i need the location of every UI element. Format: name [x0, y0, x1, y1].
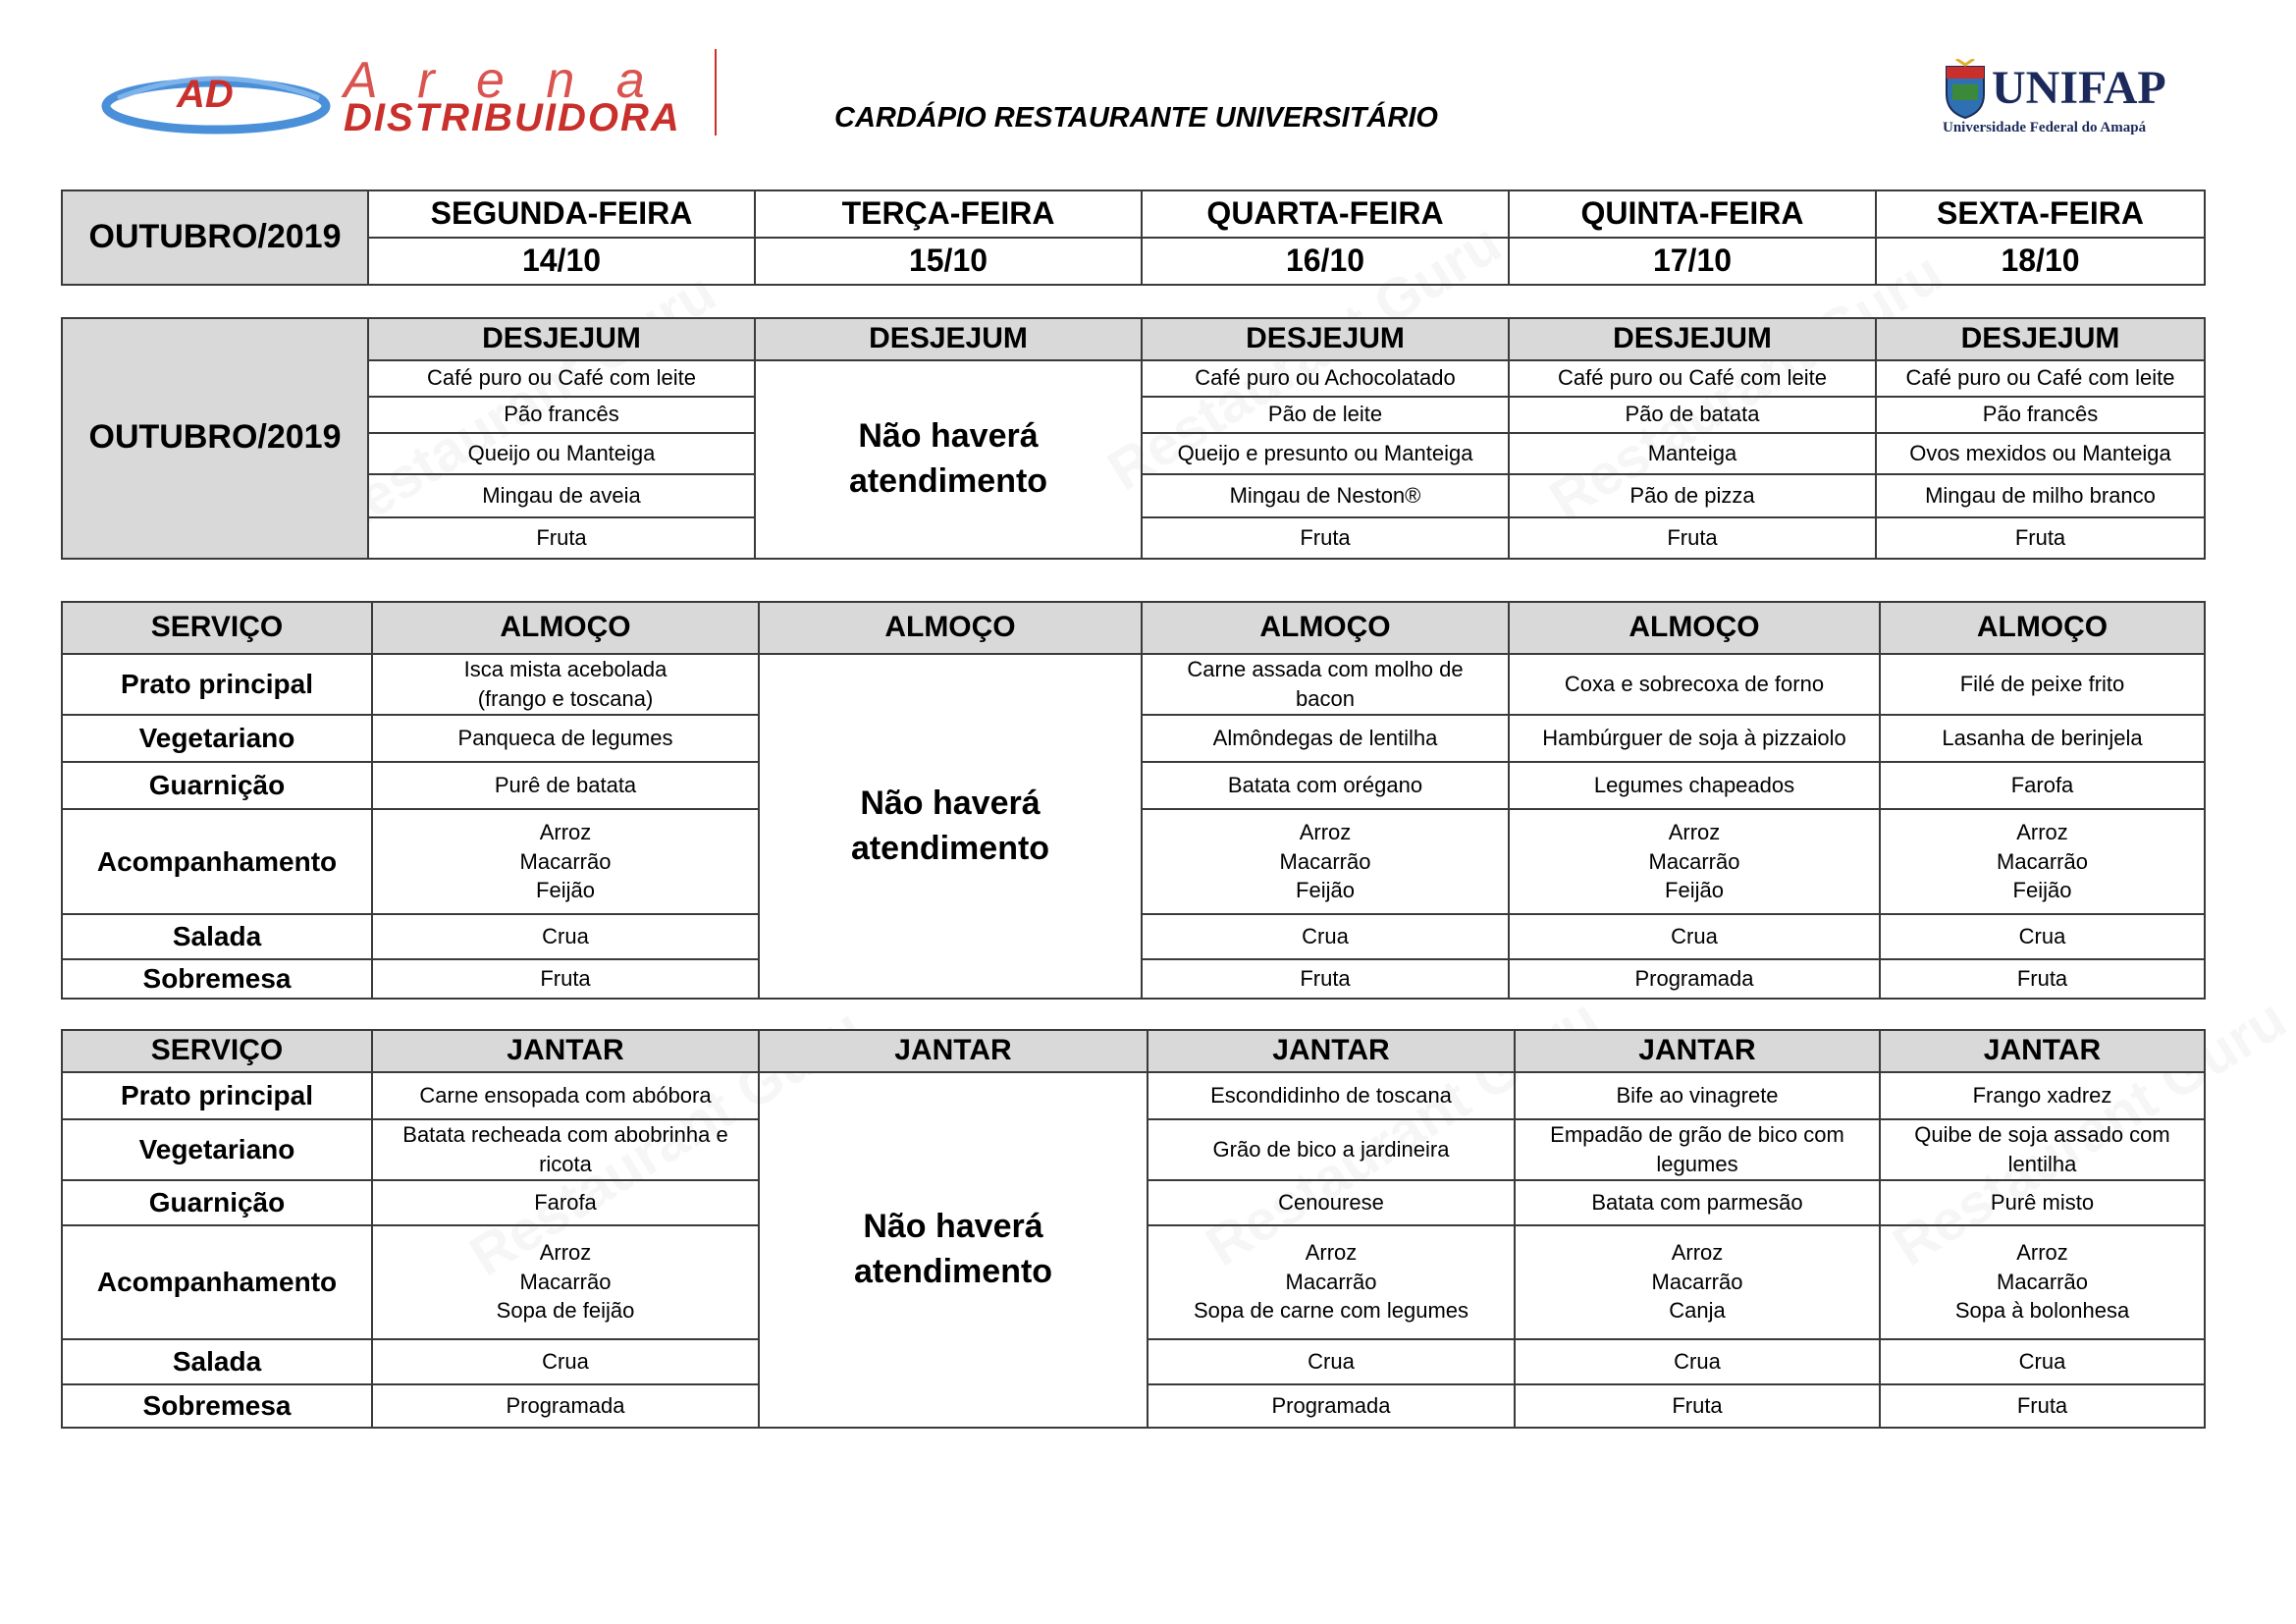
day-name: QUARTA-FEIRA — [1142, 190, 1509, 238]
breakfast-item: Queijo e presunto ou Manteiga — [1142, 433, 1509, 474]
day-date: 15/10 — [755, 238, 1142, 285]
breakfast-item: Mingau de Neston® — [1142, 474, 1509, 517]
day-name: QUINTA-FEIRA — [1509, 190, 1876, 238]
lunch-item: Crua — [1142, 914, 1509, 959]
lunch-item: Lasanha de berinjela — [1880, 715, 2205, 762]
arena-logo-bottom: DISTRIBUIDORA — [344, 96, 681, 139]
day-date: 14/10 — [368, 238, 755, 285]
lunch-item: Crua — [372, 914, 759, 959]
lunch-item: Batata com orégano — [1142, 762, 1509, 809]
breakfast-item: Café puro ou Café com leite — [368, 360, 755, 397]
dinner-heading: JANTAR — [1148, 1030, 1515, 1072]
service-row-label: Prato principal — [62, 654, 372, 715]
lunch-item: Crua — [1880, 914, 2205, 959]
service-column-header: SERVIÇO — [62, 602, 372, 654]
lunch-heading: ALMOÇO — [372, 602, 759, 654]
lunch-item: Fruta — [372, 959, 759, 999]
arena-logo-top: A r e n a — [344, 52, 659, 109]
page-header — [0, 0, 2296, 177]
lunch-item: Carne assada com molho de bacon — [1142, 654, 1509, 715]
breakfast-item: Mingau de aveia — [368, 474, 755, 517]
dates-table — [61, 189, 2206, 286]
arena-distribuidora-logo — [98, 49, 726, 147]
breakfast-item: Pão de leite — [1142, 397, 1509, 433]
lunch-heading: ALMOÇO — [1509, 602, 1880, 654]
dinner-heading: JANTAR — [372, 1030, 759, 1072]
lunch-item: Hambúrguer de soja à pizzaiolo — [1509, 715, 1880, 762]
breakfast-item: Fruta — [1509, 517, 1876, 559]
breakfast-item: Café puro ou Achocolatado — [1142, 360, 1509, 397]
service-row-label: Vegetariano — [62, 715, 372, 762]
logo-divider — [715, 49, 717, 135]
dinner-item: Purê misto — [1880, 1180, 2205, 1225]
service-column-header: SERVIÇO — [62, 1030, 372, 1072]
lunch-item: Programada — [1509, 959, 1880, 999]
dinner-item: Arroz Macarrão Sopa de carne com legumes — [1148, 1225, 1515, 1339]
day-date: 17/10 — [1509, 238, 1876, 285]
dinner-item: Bife ao vinagrete — [1515, 1072, 1880, 1119]
dinner-table — [61, 1029, 2206, 1429]
dinner-item: Programada — [372, 1384, 759, 1428]
no-service-notice: Não haverá atendimento — [759, 654, 1142, 999]
dinner-item: Crua — [372, 1339, 759, 1384]
dinner-item: Empadão de grão de bico com legumes — [1515, 1119, 1880, 1180]
dinner-item: Batata recheada com abobrinha e ricota — [372, 1119, 759, 1180]
page-title: CARDÁPIO RESTAURANTE UNIVERSITÁRIO — [834, 102, 1438, 134]
breakfast-item: Pão francês — [1876, 397, 2205, 433]
service-row-label: Vegetariano — [62, 1119, 372, 1180]
lunch-item: Crua — [1509, 914, 1880, 959]
dinner-heading: JANTAR — [1880, 1030, 2205, 1072]
dinner-item: Cenourese — [1148, 1180, 1515, 1225]
day-date: 16/10 — [1142, 238, 1509, 285]
unifap-subtitle: Universidade Federal do Amapá — [1943, 120, 2147, 135]
breakfast-item: Pão de pizza — [1509, 474, 1876, 517]
breakfast-heading: DESJEJUM — [1876, 318, 2205, 360]
dinner-item: Quibe de soja assado com lentilha — [1880, 1119, 2205, 1180]
service-row-label: Acompanhamento — [62, 1225, 372, 1339]
day-date: 18/10 — [1876, 238, 2205, 285]
service-row-label: Salada — [62, 914, 372, 959]
lunch-item: Arroz Macarrão Feijão — [1880, 809, 2205, 914]
service-row-label: Sobremesa — [62, 959, 372, 999]
breakfast-item: Café puro ou Café com leite — [1509, 360, 1876, 397]
service-row-label: Prato principal — [62, 1072, 372, 1119]
breakfast-item: Fruta — [1876, 517, 2205, 559]
lunch-item: Fruta — [1142, 959, 1509, 999]
dinner-item: Arroz Macarrão Sopa à bolonhesa — [1880, 1225, 2205, 1339]
dinner-item: Fruta — [1880, 1384, 2205, 1428]
breakfast-month: OUTUBRO/2019 — [62, 318, 368, 559]
breakfast-item: Queijo ou Manteiga — [368, 433, 755, 474]
dinner-item: Arroz Macarrão Sopa de feijão — [372, 1225, 759, 1339]
service-row-label: Guarnição — [62, 762, 372, 809]
dinner-item: Crua — [1880, 1339, 2205, 1384]
lunch-item: Legumes chapeados — [1509, 762, 1880, 809]
dinner-item: Crua — [1148, 1339, 1515, 1384]
no-service-notice: Não haverá atendimento — [755, 360, 1142, 559]
dinner-item: Farofa — [372, 1180, 759, 1225]
breakfast-item: Manteiga — [1509, 433, 1876, 474]
lunch-heading: ALMOÇO — [759, 602, 1142, 654]
breakfast-item: Fruta — [1142, 517, 1509, 559]
lunch-item: Arroz Macarrão Feijão — [1509, 809, 1880, 914]
breakfast-table — [61, 317, 2206, 560]
breakfast-item: Fruta — [368, 517, 755, 559]
dinner-item: Escondidinho de toscana — [1148, 1072, 1515, 1119]
lunch-item: Farofa — [1880, 762, 2205, 809]
day-name: SEXTA-FEIRA — [1876, 190, 2205, 238]
arena-logo-mark: AD — [177, 73, 234, 116]
service-row-label: Acompanhamento — [62, 809, 372, 914]
lunch-item: Filé de peixe frito — [1880, 654, 2205, 715]
dinner-heading: JANTAR — [759, 1030, 1148, 1072]
unifap-logo — [1939, 57, 2194, 145]
breakfast-heading: DESJEJUM — [755, 318, 1142, 360]
dinner-item: Frango xadrez — [1880, 1072, 2205, 1119]
breakfast-heading: DESJEJUM — [1142, 318, 1509, 360]
unifap-crest-icon — [1943, 59, 1988, 120]
service-row-label: Sobremesa — [62, 1384, 372, 1428]
day-name: SEGUNDA-FEIRA — [368, 190, 755, 238]
lunch-item: Arroz Macarrão Feijão — [372, 809, 759, 914]
lunch-item: Panqueca de legumes — [372, 715, 759, 762]
dates-month: OUTUBRO/2019 — [62, 190, 368, 285]
lunch-item: Fruta — [1880, 959, 2205, 999]
dinner-item: Arroz Macarrão Canja — [1515, 1225, 1880, 1339]
lunch-item: Almôndegas de lentilha — [1142, 715, 1509, 762]
dinner-item: Grão de bico a jardineira — [1148, 1119, 1515, 1180]
lunch-table — [61, 601, 2206, 1000]
breakfast-heading: DESJEJUM — [1509, 318, 1876, 360]
breakfast-item: Pão francês — [368, 397, 755, 433]
service-row-label: Salada — [62, 1339, 372, 1384]
lunch-heading: ALMOÇO — [1880, 602, 2205, 654]
lunch-heading: ALMOÇO — [1142, 602, 1509, 654]
dinner-item: Batata com parmesão — [1515, 1180, 1880, 1225]
breakfast-item: Café puro ou Café com leite — [1876, 360, 2205, 397]
lunch-item: Arroz Macarrão Feijão — [1142, 809, 1509, 914]
lunch-item: Isca mista acebolada (frango e toscana) — [372, 654, 759, 715]
unifap-name: UNIFAP — [1992, 62, 2166, 114]
dinner-heading: JANTAR — [1515, 1030, 1880, 1072]
breakfast-item: Mingau de milho branco — [1876, 474, 2205, 517]
dinner-item: Carne ensopada com abóbora — [372, 1072, 759, 1119]
breakfast-item: Pão de batata — [1509, 397, 1876, 433]
dinner-item: Fruta — [1515, 1384, 1880, 1428]
breakfast-item: Ovos mexidos ou Manteiga — [1876, 433, 2205, 474]
service-row-label: Guarnição — [62, 1180, 372, 1225]
day-name: TERÇA-FEIRA — [755, 190, 1142, 238]
breakfast-heading: DESJEJUM — [368, 318, 755, 360]
dinner-item: Programada — [1148, 1384, 1515, 1428]
no-service-notice: Não haverá atendimento — [759, 1072, 1148, 1428]
lunch-item: Coxa e sobrecoxa de forno — [1509, 654, 1880, 715]
dinner-item: Crua — [1515, 1339, 1880, 1384]
lunch-item: Purê de batata — [372, 762, 759, 809]
